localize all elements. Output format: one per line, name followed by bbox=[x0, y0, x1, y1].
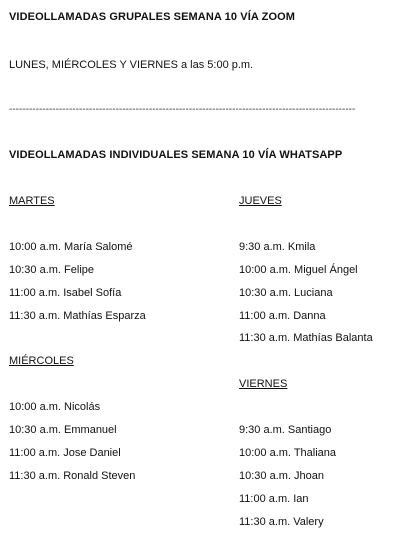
martes-entry: 10:00 a.m. María Salomé bbox=[9, 241, 133, 253]
section-divider: -------------------------------------------------------------------------------------------------------- bbox=[9, 104, 356, 115]
individual-calls-title: VIDEOLLAMADAS INDIVIDUALES SEMANA 10 VÍA WHATSAPP bbox=[9, 149, 343, 161]
viernes-entry: 9:30 a.m. Santiago bbox=[239, 424, 332, 436]
viernes-entry: 10:30 a.m. Jhoan bbox=[239, 470, 325, 482]
martes-entry: 11:30 a.m. Mathías Esparza bbox=[9, 310, 146, 322]
miercoles-entry: 10:30 a.m. Emmanuel bbox=[9, 424, 117, 436]
day-heading-viernes: VIERNES bbox=[239, 378, 288, 390]
miercoles-entry: 10:00 a.m. Nicolás bbox=[9, 401, 101, 413]
martes-entry: 10:30 a.m. Felipe bbox=[9, 264, 94, 276]
jueves-entry: 9:30 a.m. Kmila bbox=[239, 241, 316, 253]
jueves-entry: 10:30 a.m. Luciana bbox=[239, 287, 333, 299]
group-calls-title: VIDEOLLAMADAS GRUPALES SEMANA 10 VÍA ZOOM bbox=[9, 11, 296, 23]
jueves-entry: 10:00 a.m. Miguel Ángel bbox=[239, 264, 358, 276]
jueves-entry: 11:00 a.m. Danna bbox=[239, 310, 326, 322]
viernes-entry: 11:00 a.m. Ian bbox=[239, 493, 309, 505]
miercoles-entry: 11:30 a.m. Ronald Steven bbox=[9, 470, 136, 482]
day-heading-miercoles: MIÉRCOLES bbox=[9, 355, 74, 367]
miercoles-entry: 11:00 a.m. Jose Daniel bbox=[9, 447, 121, 459]
group-calls-schedule: LUNES, MIÉRCOLES Y VIERNES a las 5:00 p.m. bbox=[9, 59, 254, 71]
day-heading-martes: MARTES bbox=[9, 195, 55, 207]
viernes-entry: 10:00 a.m. Thaliana bbox=[239, 447, 337, 459]
day-heading-jueves: JUEVES bbox=[239, 195, 282, 207]
viernes-entry: 11:30 a.m. Valery bbox=[239, 516, 324, 528]
martes-entry: 11:00 a.m. Isabel Sofía bbox=[9, 287, 122, 299]
jueves-entry: 11:30 a.m. Mathías Balanta bbox=[239, 332, 373, 344]
